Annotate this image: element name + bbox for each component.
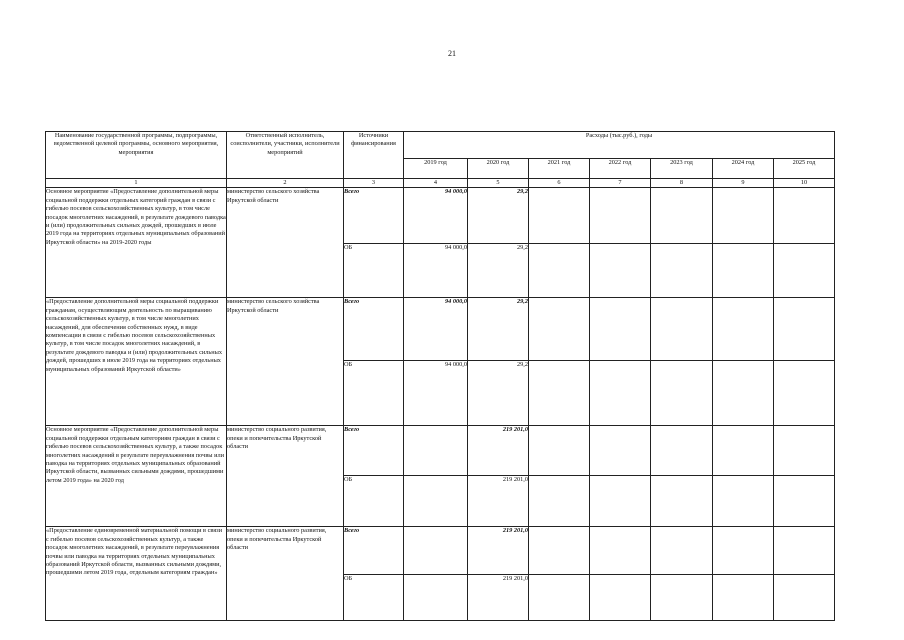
- value-cell: 94 000,0: [404, 188, 468, 244]
- value-cell: 219 201,0: [468, 426, 529, 476]
- value-cell: [774, 476, 835, 527]
- value-cell: [529, 244, 590, 298]
- value-cell: [529, 426, 590, 476]
- value-cell: [651, 298, 713, 361]
- value-cell: [713, 527, 774, 575]
- value-cell: 94 000,0: [404, 298, 468, 361]
- value-cell: 29,2: [468, 244, 529, 298]
- header-year: 2022 год: [590, 159, 651, 179]
- value-cell: 29,2: [468, 361, 529, 426]
- value-cell: [713, 575, 774, 621]
- column-number: 4: [404, 179, 468, 188]
- value-cell: [713, 476, 774, 527]
- value-cell: 94 000,0: [404, 361, 468, 426]
- value-cell: [713, 188, 774, 244]
- value-cell: [713, 426, 774, 476]
- header-year: 2023 год: [651, 159, 713, 179]
- header-year: 2024 год: [713, 159, 774, 179]
- value-cell: [774, 244, 835, 298]
- column-number: 9: [713, 179, 774, 188]
- value-cell: [651, 426, 713, 476]
- value-cell: [774, 527, 835, 575]
- measure-name: «Предоставление дополнительной меры социальной поддержки гражданам, осуществляющим деятельность по выращиванию сельскохозяйственных культур, в том числе многолетних насаждений, для обеспечения собственных нужд, в виде компенсации в связи с гибелью посевов сельскохозяйственных культур, в том числе посадок многолетних насаждений, в результате дождевого паводка и (или) продолжительных сильных дождей, прошедших в июле 2019 года на территориях отдельных муниципальных образований Иркутской области»: [46, 298, 227, 426]
- value-cell: [404, 527, 468, 575]
- table-row: [46, 188, 835, 244]
- table-row: [46, 527, 835, 575]
- header-year: 2025 год: [774, 159, 835, 179]
- source-total-label: Всего: [344, 298, 404, 361]
- column-number: 10: [774, 179, 835, 188]
- measure-name: «Предоставление единовременной материальной помощи в связи с гибелью посевов сельскохозяйственных культур, а также посадок многолетних насаждений, в результате переувлажнения почвы или паводка на территориях отдельных муниципальных образований Иркутской области, вызванных сильными дождями, прошедшими летом 2019 года, отдельным категориям граждан»: [46, 527, 227, 621]
- value-cell: [590, 426, 651, 476]
- measure-name: Основное мероприятие «Предоставление дополнительной меры социальной поддержки отдельным категориям граждан в связи с гибелью посевов сельскохозяйственных культур, а также посадок многолетних насаждений в результате переувлажнения почвы или паводка на территориях отдельных муниципальных образований Иркутской области, вызванных сильными дождями, прошедшими летом 2019 года» на 2020 год: [46, 426, 227, 527]
- value-cell: [774, 575, 835, 621]
- header-responsible: Ответственный исполнитель, соисполнители, участники, исполнители мероприятий: [227, 132, 344, 179]
- value-cell: [651, 361, 713, 426]
- value-cell: [404, 575, 468, 621]
- value-cell: [774, 188, 835, 244]
- value-cell: [404, 426, 468, 476]
- header-name: Наименование государственной программы, подпрограммы, ведомственной целевой программы, основного мероприятия, мероприятия: [46, 132, 227, 179]
- value-cell: [651, 244, 713, 298]
- value-cell: [590, 575, 651, 621]
- header-year: 2019 год: [404, 159, 468, 179]
- value-cell: [404, 476, 468, 527]
- value-cell: 29,2: [468, 298, 529, 361]
- value-cell: 94 000,0: [404, 244, 468, 298]
- header-expenses: Расходы (тыс.руб.), годы: [404, 132, 835, 159]
- value-cell: [651, 188, 713, 244]
- value-cell: 29,2: [468, 188, 529, 244]
- value-cell: 219 201,0: [468, 527, 529, 575]
- column-number: 2: [227, 179, 344, 188]
- header-sources: Источники финансирования: [344, 132, 404, 179]
- value-cell: [529, 527, 590, 575]
- source-total-label: Всего: [344, 426, 404, 476]
- value-cell: [529, 188, 590, 244]
- column-number: 6: [529, 179, 590, 188]
- measure-name: Основное мероприятие «Предоставление дополнительной меры социальной поддержки отдельных категорий граждан в связи с гибелью посевов сельскохозяйственных культур, в том числе посадок многолетних насаждений, в результате дождевого паводка и (или) продолжительных сильных дождей, прошедших в июле 2019 года на территориях отдельных муниципальных образований Иркутской области» на 2019-2020 годы: [46, 188, 227, 298]
- table-row: [46, 426, 835, 476]
- column-number: 3: [344, 179, 404, 188]
- column-number: 5: [468, 179, 529, 188]
- column-number: 1: [46, 179, 227, 188]
- value-cell: [590, 476, 651, 527]
- value-cell: [651, 575, 713, 621]
- value-cell: [651, 476, 713, 527]
- source-ob-label: ОБ: [344, 361, 404, 426]
- value-cell: [529, 361, 590, 426]
- source-total-label: Всего: [344, 527, 404, 575]
- source-ob-label: ОБ: [344, 575, 404, 621]
- header-year: 2021 год: [529, 159, 590, 179]
- source-ob-label: ОБ: [344, 244, 404, 298]
- value-cell: [774, 361, 835, 426]
- value-cell: [774, 426, 835, 476]
- header-year: 2020 год: [468, 159, 529, 179]
- responsible-executor: министерство сельского хозяйства Иркутской области: [227, 298, 344, 426]
- source-total-label: Всего: [344, 188, 404, 244]
- responsible-executor: министерство сельского хозяйства Иркутской области: [227, 188, 344, 298]
- value-cell: 219 201,0: [468, 575, 529, 621]
- page-number: 21: [448, 49, 456, 58]
- value-cell: [590, 527, 651, 575]
- value-cell: [713, 298, 774, 361]
- table-row: [46, 298, 835, 361]
- value-cell: [713, 361, 774, 426]
- value-cell: [529, 476, 590, 527]
- value-cell: [713, 244, 774, 298]
- value-cell: [529, 575, 590, 621]
- value-cell: [590, 361, 651, 426]
- expenses-table: [45, 131, 835, 621]
- value-cell: 219 201,0: [468, 476, 529, 527]
- value-cell: [529, 298, 590, 361]
- responsible-executor: министерство социального развития, опеки и попечительства Иркутской области: [227, 527, 344, 621]
- value-cell: [590, 298, 651, 361]
- value-cell: [774, 298, 835, 361]
- source-ob-label: ОБ: [344, 476, 404, 527]
- value-cell: [590, 244, 651, 298]
- column-number: 7: [590, 179, 651, 188]
- responsible-executor: министерство социального развития, опеки и попечительства Иркутской области: [227, 426, 344, 527]
- column-number: 8: [651, 179, 713, 188]
- value-cell: [651, 527, 713, 575]
- value-cell: [590, 188, 651, 244]
